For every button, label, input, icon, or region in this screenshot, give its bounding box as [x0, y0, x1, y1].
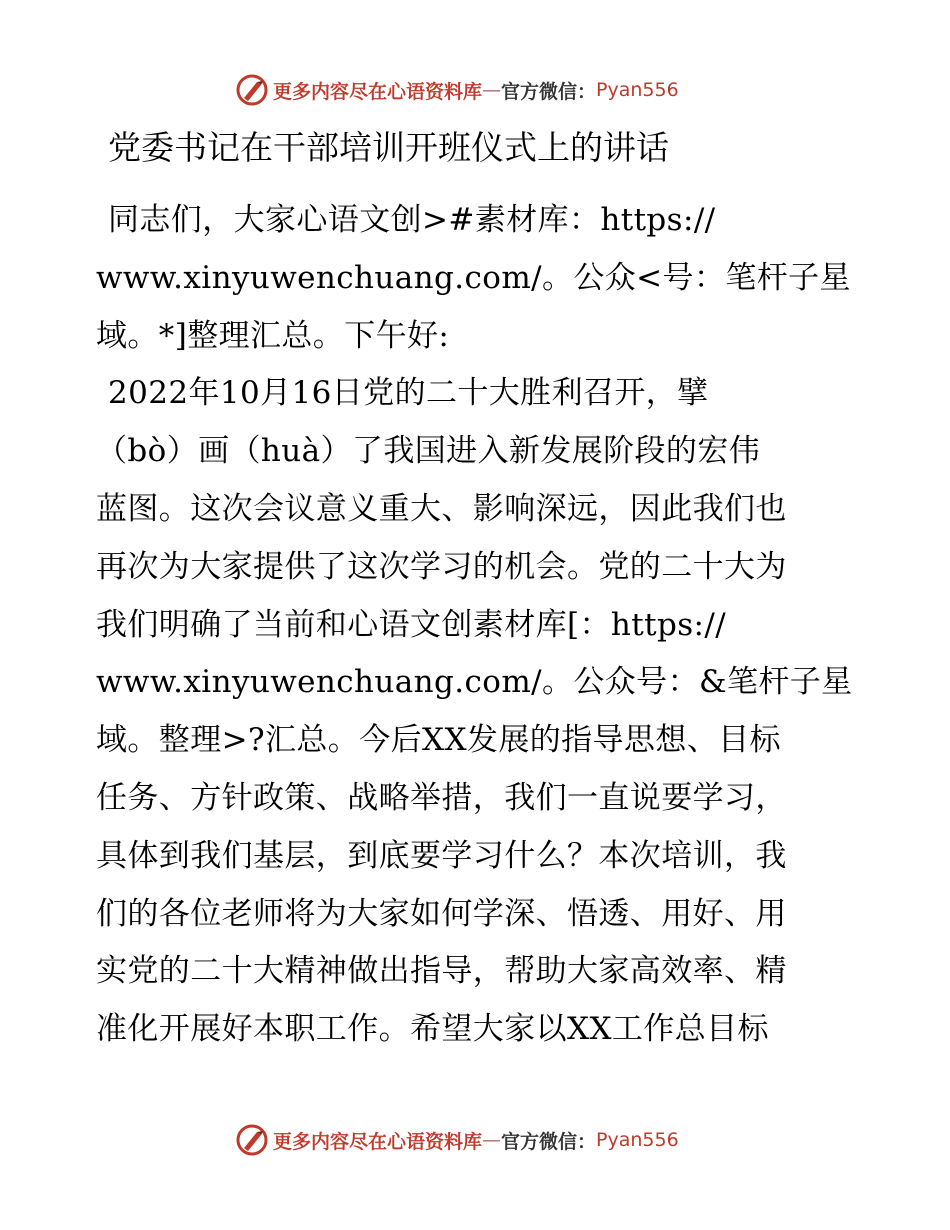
body-line: 2022年10月16日党的二十大胜利召开，擘: [108, 375, 709, 412]
body-line: 域。整理>?汇总。今后XX发展的指导思想、目标: [96, 722, 781, 759]
body-line: （bò）画（huà）了我国进入新发展阶段的宏伟: [96, 433, 761, 470]
body-line: www.xinyuwenchuang.com/。公众号：&笔杆子星: [96, 664, 853, 701]
body-line: 我们明确了当前和心语文创素材库[：https://: [96, 606, 727, 643]
body-line: 域。*]整理汇总。下午好:: [96, 317, 450, 354]
watermark-wechat-label: 官方微信：: [501, 80, 597, 103]
document-title: 党委书记在干部培训开班仪式上的讲话: [108, 128, 669, 167]
footer-watermark: [235, 1122, 679, 1158]
body-line: 具体到我们基层，到底要学习什么？本次培训，我: [96, 837, 787, 874]
header-watermark: [235, 72, 679, 108]
watermark-separator: —: [482, 79, 502, 101]
body-line: 实党的二十大精神做出指导，帮助大家高效率、精: [96, 953, 787, 990]
body-line: 任务、方针政策、战略举措，我们一直说要学习，: [96, 779, 787, 816]
watermark-separator: —: [482, 1129, 502, 1151]
body-line: 们的各位老师将为大家如何学深、悟透、用好、用: [96, 895, 787, 932]
watermark-wechat-label: 官方微信：: [501, 1130, 597, 1153]
watermark-text: 更多内容尽在心语资料库: [273, 80, 483, 103]
pen-circle-logo-icon: [235, 1123, 269, 1157]
body-line: 蓝图。这次会议意义重大、影响深远，因此我们也: [96, 490, 787, 527]
body-line: 再次为大家提供了这次学习的机会。党的二十大为: [96, 548, 787, 585]
body-line: 准化开展好本职工作。希望大家以XX工作总目标: [96, 1011, 769, 1048]
body-line: 同志们，大家心语文创>#素材库：https://: [108, 202, 716, 238]
watermark-wechat-id: Pyan556: [596, 1129, 679, 1151]
document-body: [96, 192, 856, 1059]
body-line: www.xinyuwenchuang.com/。公众<号：笔杆子星: [96, 259, 851, 296]
watermark-text: 更多内容尽在心语资料库: [273, 1130, 483, 1153]
pen-circle-logo-icon: [235, 73, 269, 107]
watermark-wechat-id: Pyan556: [596, 79, 679, 101]
